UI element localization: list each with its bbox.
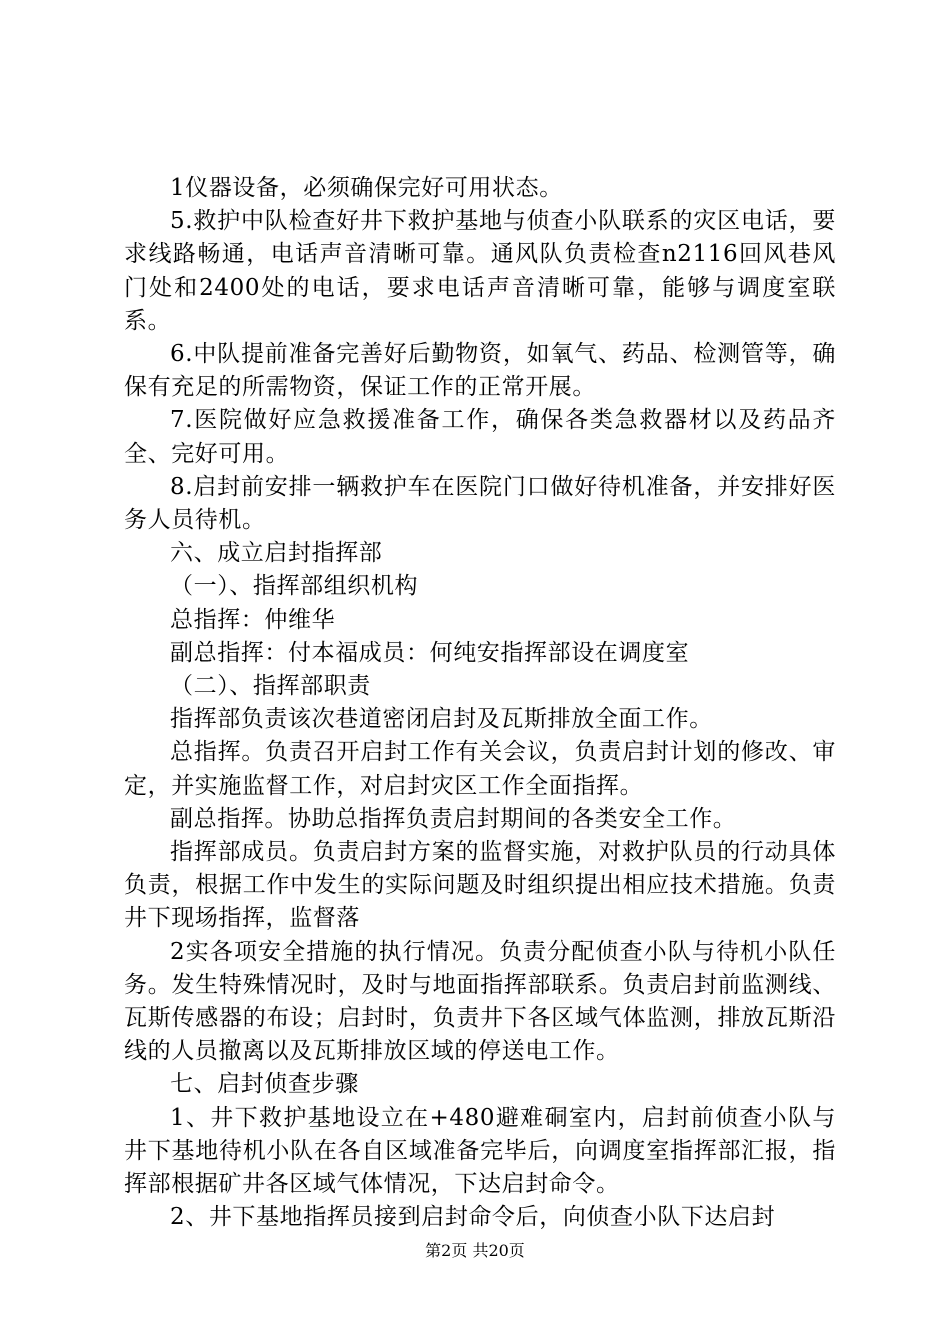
paragraph: 总指挥。负责召开启封工作有关会议，负责启封计划的修改、审定，并实施监督工作，对启封灾区工作全面指挥。 [124,739,836,799]
paragraph: 5.救护中队检查好井下救护基地与侦查小队联系的灾区电话，要求线路畅通，电话声音清晰可靠。通风队负责检查n2116回风巷风门处和2400处的电话，要求电话声音清晰可靠，能够与调度室联系。 [124,208,836,334]
paragraph: 6.中队提前准备完善好后勤物资，如氧气、药品、检测管等，确保有充足的所需物资，保证工作的正常开展。 [124,341,836,401]
paragraph: 指挥部成员。负责启封方案的监督实施，对救护队员的行动具体负责，根据工作中发生的实际问题及时组织提出相应技术措施。负责井下现场指挥，监督落 [124,839,836,932]
paragraph: 7.医院做好应急救援准备工作，确保各类急救器材以及药品齐全、完好可用。 [124,407,836,467]
paragraph: 副总指挥：付本福成员：何纯安指挥部设在调度室 [170,639,690,666]
paragraph: 2、井下基地指挥员接到启封命令后，向侦查小队下达启封 [170,1204,776,1231]
paragraph: 总指挥：仲维华 [170,606,336,633]
subsection-heading: （一）、指挥部组织机构 [170,573,419,600]
section-heading: 六、成立启封指挥部 [170,540,383,567]
paragraph: 指挥部负责该次巷道密闭启封及瓦斯排放全面工作。 [170,706,713,733]
subsection-heading: （二）、指挥部职责 [170,673,371,700]
paragraph: 2实各项安全措施的执行情况。负责分配侦查小队与待机小队任务。发生特殊情况时，及时与地面指挥部联系。负责启封前监测线、瓦斯传感器的布设；启封时，负责井下各区域气体监测，排放瓦斯沿线的人员撤离以及瓦斯排放区域的停送电工作。 [124,938,836,1065]
page-footer: 第2页 共20页 [425,1241,525,1260]
paragraph: 1、井下救护基地设立在+480避难硐室内，启封前侦查小队与井下基地待机小队在各自区域准备完毕后，向调度室指挥部汇报，指挥部根据矿井各区域气体情况，下达启封命令。 [124,1104,836,1198]
paragraph: 8.启封前安排一辆救护车在医院门口做好待机准备，并安排好医务人员待机。 [124,473,836,534]
document-body [124,172,836,1235]
section-heading: 七、启封侦查步骤 [170,1071,359,1098]
paragraph: 1仪器设备，必须确保完好可用状态。 [170,175,563,201]
paragraph: 副总指挥。协助总指挥负责启封期间的各类安全工作。 [170,805,737,832]
